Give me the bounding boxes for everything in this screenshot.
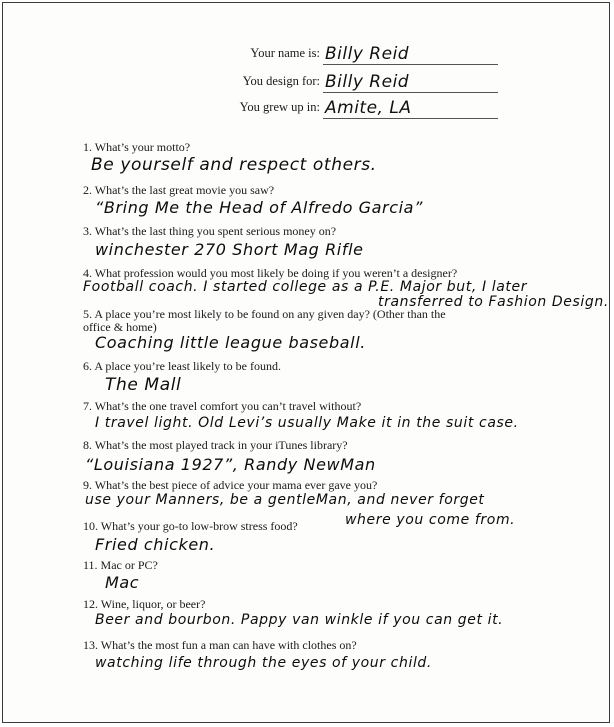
answer-1: Be yourself and respect others.: [91, 155, 377, 175]
questionnaire-page: [2, 2, 610, 723]
grew-up-label: You grew up in:: [239, 100, 320, 114]
question-5: 5. A place you’re most likely to be found on any given day? (Other than the office & home): [83, 307, 446, 334]
answer-10: Fried chicken.: [95, 535, 216, 554]
question-9: 9. What’s the best piece of advice your mama ever gave you?: [83, 478, 378, 492]
answer-3: winchester 270 Short Mag Rifle: [95, 240, 364, 259]
answer-6: The Mall: [105, 375, 182, 395]
grew-up-field: [228, 99, 498, 121]
grew-up-value: Amite, LA: [323, 98, 498, 119]
answer-2: “Bring Me the Head of Alfredo Garcia”: [95, 198, 423, 217]
question-3: 3. What’s the last thing you spent serious money on?: [83, 224, 337, 238]
question-2: 2. What’s the last great movie you saw?: [83, 183, 275, 197]
name-value: Billy Reid: [323, 44, 498, 65]
question-4: 4. What profession would you most likely be doing if you weren’t a designer?: [83, 266, 458, 280]
answer-8: “Louisiana 1927”, Randy NewMan: [85, 455, 376, 474]
answer-11: Mac: [105, 573, 140, 592]
answer-4-line-2: transferred to Fashion Design.: [378, 294, 609, 310]
question-11: 11. Mac or PC?: [83, 558, 158, 572]
designs-for-field: [228, 73, 498, 95]
answer-9-line-2: where you come from.: [345, 512, 516, 528]
question-12: 12. Wine, liquor, or beer?: [83, 597, 206, 611]
question-6: 6. A place you’re least likely to be found.: [83, 359, 281, 373]
question-1: 1. What’s your motto?: [83, 140, 191, 154]
name-field: [228, 45, 498, 67]
question-13: 13. What’s the most fun a man can have with clothes on?: [83, 638, 357, 652]
question-7: 7. What’s the one travel comfort you can’t travel without?: [83, 399, 362, 413]
question-10: 10. What’s your go-to low-brow stress food?: [83, 519, 298, 533]
answer-5: Coaching little league baseball.: [95, 333, 366, 352]
designs-for-label: You design for:: [242, 74, 320, 88]
answer-9-line-1: use your Manners, be a gentleMan, and never forget: [85, 492, 485, 508]
answer-4-line-1: Football coach. I started college as a P.E. Major but, I later: [83, 279, 528, 295]
designs-for-value: Billy Reid: [323, 72, 498, 93]
answer-12: Beer and bourbon. Pappy van winkle if you can get it.: [95, 612, 504, 628]
question-8: 8. What’s the most played track in your iTunes library?: [83, 438, 348, 452]
name-label: Your name is:: [250, 46, 320, 60]
answer-7: I travel light. Old Levi’s usually Make it in the suit case.: [95, 415, 519, 431]
answer-13: watching life through the eyes of your child.: [95, 655, 432, 671]
